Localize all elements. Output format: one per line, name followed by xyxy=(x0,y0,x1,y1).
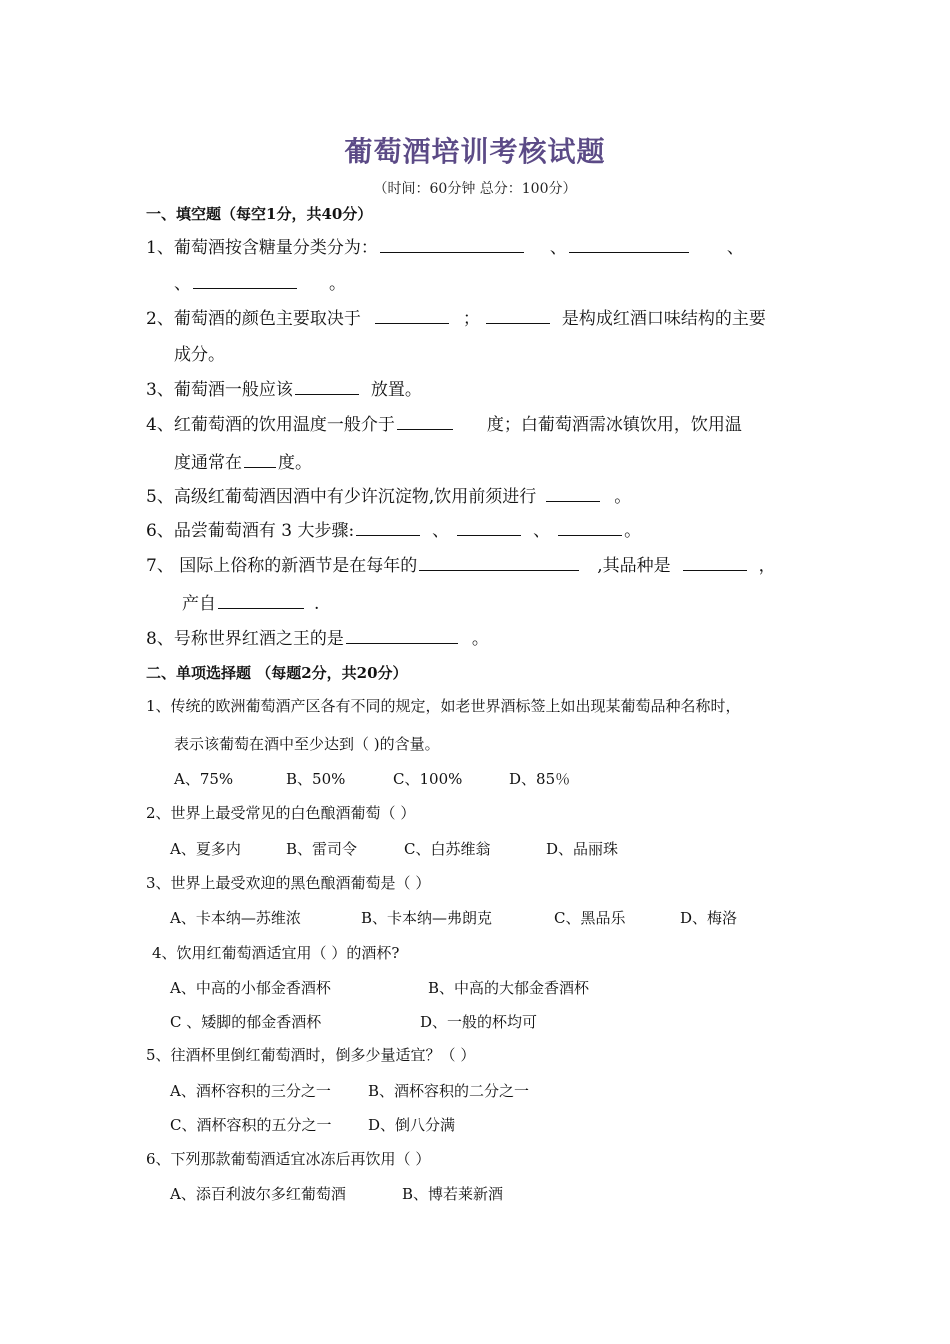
mc-5-option-d: D、倒八分满 xyxy=(368,1116,456,1134)
mc-6-option-b: B、博若莱新酒 xyxy=(402,1185,504,1203)
answer-blank xyxy=(486,307,550,324)
mc-3-option-a: A、卡本纳—苏维浓 xyxy=(170,909,301,927)
page-title: 葡萄酒培训考核试题 xyxy=(344,135,606,168)
page-subtitle: （时间：60分钟 总分：100分） xyxy=(373,181,577,197)
answer-blank xyxy=(380,236,524,253)
answer-blank xyxy=(419,554,579,571)
mc-1-option-c: C、100% xyxy=(393,770,463,788)
mc-6-option-a: A、添百利波尔多红葡萄酒 xyxy=(170,1185,346,1203)
question-1-3: 3、葡萄酒一般应该 放置。 xyxy=(146,380,422,400)
answer-blank xyxy=(193,272,297,289)
mc-question-1-stem: 1、传统的欧洲葡萄酒产区各有不同的规定，如老世界酒标签上如出现某葡萄品种名称时， xyxy=(146,697,741,715)
question-1-2-cont: 成分。 xyxy=(174,345,225,365)
mc-1-option-a: A、75% xyxy=(174,770,234,788)
question-1-5: 5、高级红葡萄酒因酒中有少许沉淀物,饮用前须进行 。 xyxy=(146,487,632,507)
answer-blank xyxy=(457,519,521,536)
mc-4-option-b: B、中高的大郁金香酒杯 xyxy=(428,979,590,997)
mc-2-option-b: B、雷司令 xyxy=(286,840,358,858)
answer-blank xyxy=(683,554,747,571)
mc-3-option-d: D、梅洛 xyxy=(680,909,738,927)
mc-question-5-stem: 5、往酒杯里倒红葡萄酒时，倒多少量适宜？（ ） xyxy=(146,1046,476,1064)
mc-5-option-c: C、酒杯容积的五分之一 xyxy=(170,1116,332,1134)
answer-blank xyxy=(295,378,359,395)
question-1-4-cont: 度通常在 度。 xyxy=(174,453,312,473)
question-1-6: 6、品尝葡萄酒有 3 大步骤: 、 、 。 xyxy=(146,521,642,541)
mc-4-option-a: A、中高的小郁金香酒杯 xyxy=(170,979,331,997)
mc-1-option-b: B、50% xyxy=(286,770,346,788)
answer-blank xyxy=(546,485,600,502)
question-1-2: 2、葡萄酒的颜色主要取决于 ； 是构成红酒口味结构的主要 xyxy=(146,309,766,329)
answer-blank xyxy=(356,519,420,536)
question-1-7: 7、 国际上俗称的新酒节是在每年的 ,其品种是 ， xyxy=(146,556,776,576)
section-1-heading: 一、填空题（每空1分，共40分） xyxy=(146,205,373,223)
mc-question-4-stem: 4、饮用红葡萄酒适宜用（ ）的酒杯? xyxy=(152,944,400,962)
question-1-4: 4、红葡萄酒的饮用温度一般介于 度；白葡萄酒需冰镇饮用，饮用温 xyxy=(146,415,742,435)
answer-blank xyxy=(569,236,689,253)
question-1-8: 8、号称世界红酒之王的是 。 xyxy=(146,629,489,649)
question-1-7-cont: 产自 . xyxy=(182,594,320,614)
mc-3-option-b: B、卡本纳—弗朗克 xyxy=(361,909,493,927)
mc-2-option-c: C、白苏维翁 xyxy=(404,840,491,858)
answer-blank xyxy=(244,451,276,468)
question-1-1: 1、葡萄酒按含糖量分类分为： 、 、 xyxy=(146,238,744,258)
mc-question-1-stem-cont: 表示该葡萄在酒中至少达到（ )的含量。 xyxy=(174,735,440,753)
section-2-heading: 二、单项选择题 （每题2分，共20分） xyxy=(146,664,408,682)
question-1-1-cont: 、 。 xyxy=(174,274,346,294)
answer-blank xyxy=(558,519,622,536)
mc-question-6-stem: 6、下列那款葡萄酒适宜冰冻后再饮用（ ） xyxy=(146,1150,431,1168)
answer-blank xyxy=(375,307,449,324)
mc-question-3-stem: 3、世界上最受欢迎的黑色酿酒葡萄是（ ） xyxy=(146,874,431,892)
answer-blank xyxy=(397,413,453,430)
answer-blank xyxy=(218,592,304,609)
mc-3-option-c: C、黑品乐 xyxy=(554,909,626,927)
mc-4-option-c: C 、矮脚的郁金香酒杯 xyxy=(170,1013,322,1031)
mc-4-option-d: D、一般的杯均可 xyxy=(420,1013,538,1031)
answer-blank xyxy=(346,627,458,644)
mc-5-option-b: B、酒杯容积的二分之一 xyxy=(368,1082,530,1100)
mc-2-option-a: A、夏多内 xyxy=(170,840,241,858)
mc-2-option-d: D、品丽珠 xyxy=(546,840,619,858)
mc-question-2-stem: 2、世界上最受常见的白色酿酒葡萄（ ） xyxy=(146,804,416,822)
mc-1-option-d: D、85％ xyxy=(509,770,571,788)
mc-5-option-a: A、酒杯容积的三分之一 xyxy=(170,1082,331,1100)
